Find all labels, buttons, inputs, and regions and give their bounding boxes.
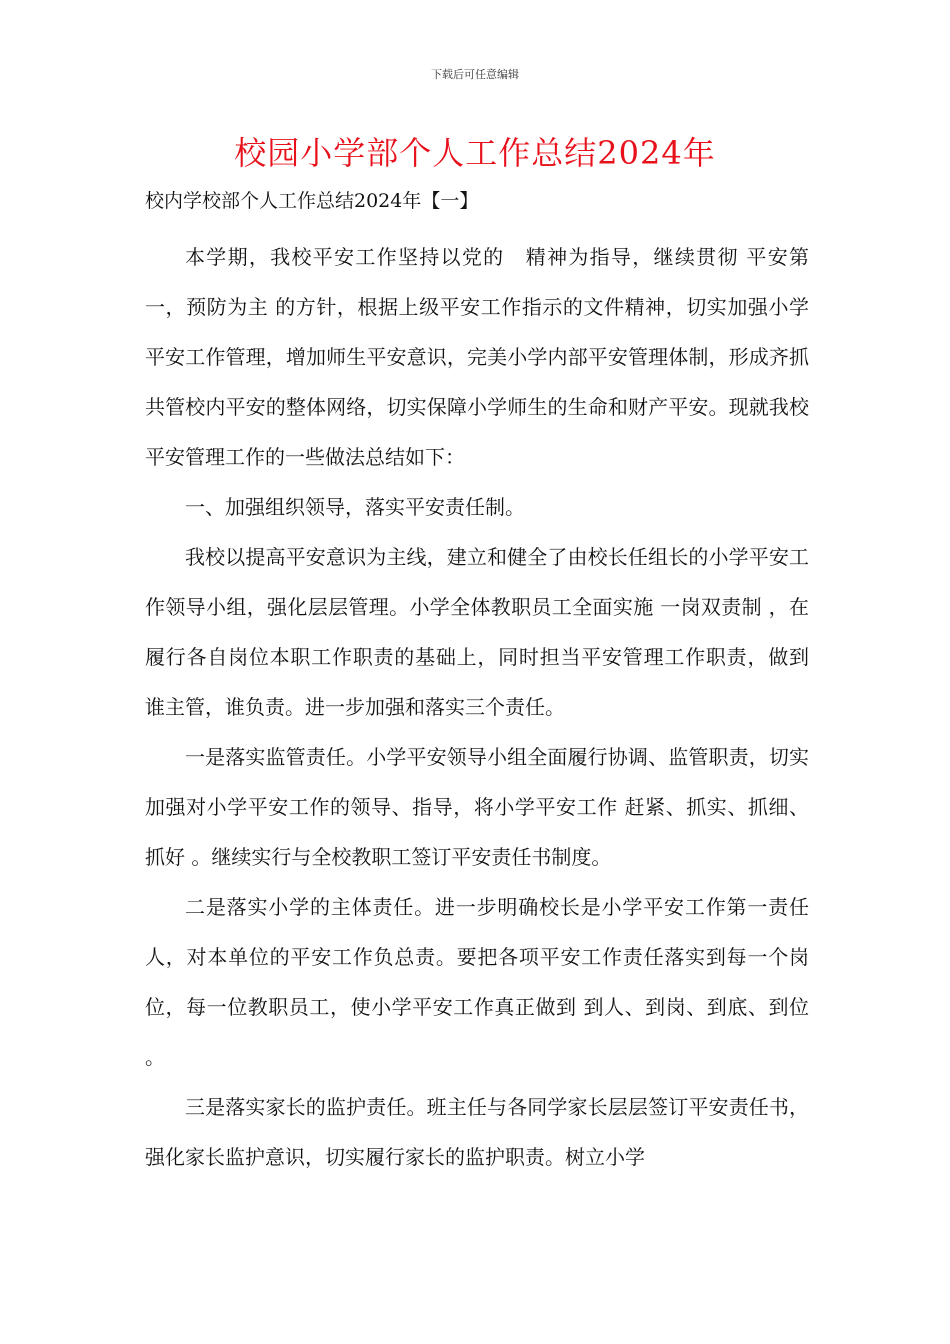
- document-body: [145, 232, 809, 1182]
- header-note: 下载后可任意编辑: [431, 68, 519, 81]
- paragraph: 一是落实监管责任。小学平安领导小组全面履行协调、监管职责，切实加强对小学平安工作的领导、指导，将小学平安工作 赶紧、抓实、抓细、抓好 。继续实行与全校教职工签订平安责任书制度。: [145, 745, 809, 869]
- paragraph: 二是落实小学的主体责任。进一步明确校长是小学平安工作第一责任人，对本单位的平安工作负总责。要把各项平安工作责任落实到每一个岗位，每一位教职员工，使小学平安工作真正做到 到人、到岗、到底、到位 。: [145, 895, 809, 1069]
- paragraph: 三是落实家长的监护责任。班主任与各同学家长层层签订平安责任书，强化家长监护意识，切实履行家长的监护职责。树立小学: [145, 1095, 809, 1169]
- document-subtitle: 校内学校部个人工作总结2024年【一】: [145, 190, 479, 212]
- document-title: 校园小学部个人工作总结2024年: [234, 134, 716, 172]
- section-heading: 一、加强组织领导，落实平安责任制。: [185, 495, 525, 519]
- paragraph: 我校以提高平安意识为主线，建立和健全了由校长任组长的小学平安工作领导小组，强化层层管理。小学全体教职员工全面实施 一岗双责制 ，在履行各自岗位本职工作职责的基础上，同时担当平安管理工作职责，做到 谁主管，谁负责。进一步加强和落实三个责任。: [145, 545, 809, 719]
- paragraph: 本学期，我校平安工作坚持以党的 精神为指导，继续贯彻 平安第一，预防为主 的方针，根据上级平安工作指示的文件精神，切实加强小学平安工作管理，增加师生平安意识，完美小学内部平安管理体制，形成齐抓共管校内平安的整体网络，切实保障小学师生的生命和财产平安。现就我校平安管理工作的一些做法总结如下：: [145, 245, 809, 469]
